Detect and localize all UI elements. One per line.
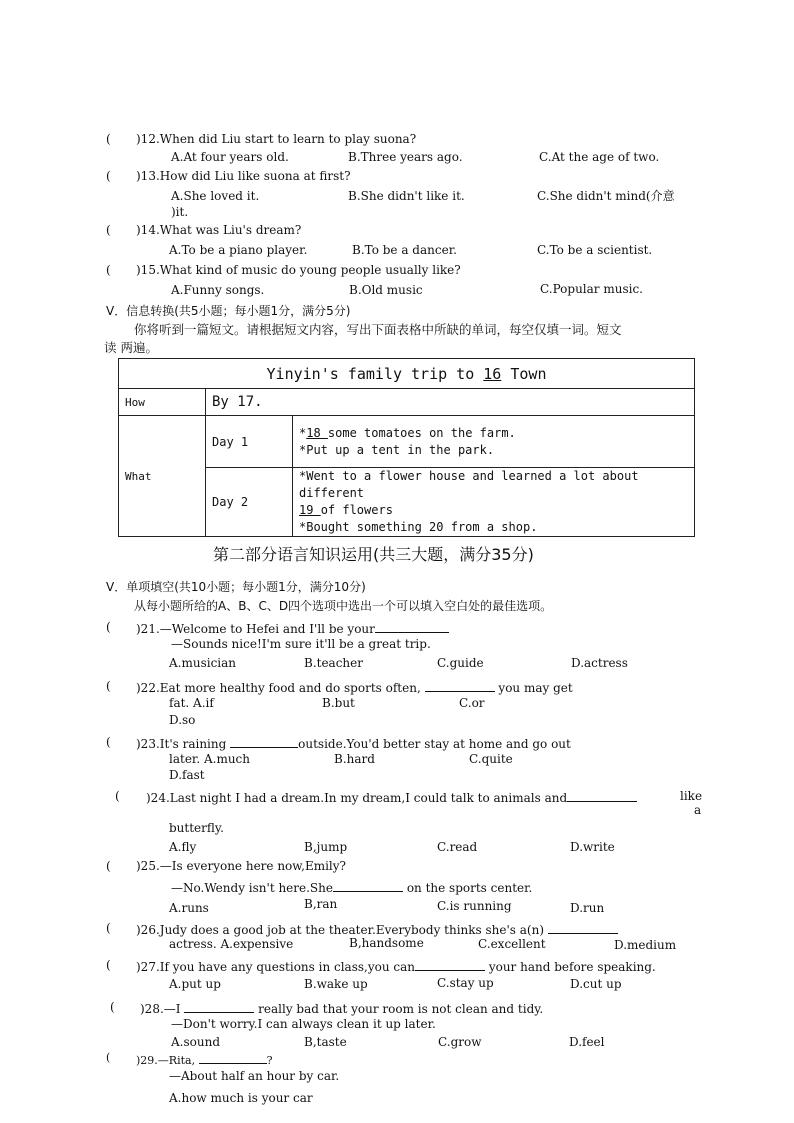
day-2-activities: *Went to a flower house and learned a lot about different 19 of flowers *Bought something 20 from a shop. bbox=[293, 468, 695, 537]
answer-paren: ( bbox=[106, 958, 111, 972]
q15-option-c: C.Popular music. bbox=[540, 282, 643, 296]
q23-option-a: later. A.much bbox=[169, 752, 250, 766]
q26-option-a: actress. A.expensive bbox=[169, 937, 294, 951]
q23-option-c: C.quite bbox=[469, 752, 513, 766]
q15-option-b: B.Old music bbox=[349, 283, 423, 297]
question-25-reply: —No.Wendy isn't here.She on the sports center. bbox=[171, 881, 533, 895]
question-24-stem: )24.Last night I had a dream.In my dream,I could talk to animals and bbox=[146, 789, 637, 805]
q13-option-c: C.She didn't mind(介意 bbox=[537, 189, 675, 203]
section-instructions: 你将听到一篇短文。请根据短文内容，写出下面表格中所缺的单词，每空仅填一词。短文 bbox=[134, 322, 622, 337]
section-title: V．单项填空(共10小题；每小题1分，满分10分) bbox=[106, 580, 366, 594]
question-29-stem: )29.—Rita, ? bbox=[136, 1051, 272, 1068]
day-1-activities: *18 some tomatoes on the farm. *Put up a tent in the park. bbox=[293, 416, 695, 468]
question-27-stem: )27.If you have any questions in class,you can your hand before speaking. bbox=[136, 960, 656, 974]
question-21-stem: )21.—Welcome to Hefei and I'll be your bbox=[136, 620, 449, 636]
q14-option-a: A.To be a piano player. bbox=[169, 243, 308, 257]
info-table bbox=[118, 358, 695, 537]
q12-option-c: C.At the age of two. bbox=[539, 150, 660, 164]
q21-option-d: D.actress bbox=[571, 656, 628, 670]
q25-option-c: C.is running bbox=[437, 899, 512, 913]
answer-paren: ( bbox=[106, 223, 111, 237]
question-24-stem-end: like bbox=[680, 789, 703, 803]
answer-paren: ( bbox=[106, 735, 111, 749]
q27-option-b: B.wake up bbox=[304, 977, 368, 991]
q27-option-d: D.cut up bbox=[570, 977, 622, 991]
q21-option-a: A.musician bbox=[169, 656, 237, 670]
question-21-reply: —Sounds nice!I'm sure it'll be a great trip. bbox=[171, 637, 431, 651]
day-2-label: Day 2 bbox=[206, 468, 293, 537]
q29-option-a: A.how much is your car bbox=[169, 1091, 313, 1105]
question-29-reply: —About half an hour by car. bbox=[169, 1069, 340, 1083]
q25-option-d: D.run bbox=[570, 901, 605, 915]
q28-option-b: B,taste bbox=[304, 1035, 347, 1049]
q13-option-c-cont: )it. bbox=[171, 205, 189, 219]
row-label-how: How bbox=[119, 389, 206, 416]
row-label-what: What bbox=[119, 416, 206, 537]
q22-option-c: C.or bbox=[459, 696, 485, 710]
q22-option-b: B.but bbox=[322, 696, 355, 710]
q22-option-a: fat. A.if bbox=[169, 696, 214, 710]
answer-paren: ( bbox=[106, 859, 111, 873]
question-22-stem: )22.Eat more healthy food and do sports often, you may get bbox=[136, 681, 573, 695]
q21-option-c: C.guide bbox=[437, 656, 484, 670]
answer-paren: ( bbox=[106, 263, 111, 277]
q14-option-b: B.To be a dancer. bbox=[352, 243, 457, 257]
answer-paren: ( bbox=[106, 1051, 111, 1064]
q26-option-b: B,handsome bbox=[349, 936, 424, 950]
question-25-stem: )25.—Is everyone here now,Emily? bbox=[136, 859, 346, 873]
q26-option-d: D.medium bbox=[614, 938, 677, 952]
question-14-stem: )14.What was Liu's dream? bbox=[136, 223, 302, 237]
answer-paren: ( bbox=[106, 620, 111, 634]
question-28-reply: —Don't worry.I can always clean it up later. bbox=[171, 1017, 436, 1031]
answer-paren: ( bbox=[106, 679, 111, 693]
q27-option-a: A.put up bbox=[169, 977, 221, 991]
q24-option-b: B,jump bbox=[304, 840, 348, 854]
q25-option-b: B,ran bbox=[304, 897, 338, 911]
section-title: V．信息转换(共5小题；每小题1分，满分5分) bbox=[106, 304, 351, 318]
answer-paren: ( bbox=[110, 1000, 115, 1014]
how-value: By 17. bbox=[206, 389, 695, 416]
q28-option-a: A.sound bbox=[171, 1035, 221, 1049]
answer-paren: ( bbox=[115, 789, 120, 803]
q23-option-b: B.hard bbox=[334, 752, 375, 766]
q24-option-a: A.fly bbox=[169, 840, 197, 854]
q14-option-c: C.To be a scientist. bbox=[537, 243, 653, 257]
answer-paren: ( bbox=[106, 921, 111, 935]
q13-option-b: B.She didn't like it. bbox=[348, 189, 465, 203]
question-13-stem: )13.How did Liu like suona at first? bbox=[136, 169, 351, 183]
q21-option-b: B.teacher bbox=[304, 656, 363, 670]
question-26-stem: )26.Judy does a good job at the theater.Everybody thinks she's a(n) bbox=[136, 921, 618, 937]
section-instructions-cont: 读 两遍。 bbox=[104, 340, 158, 355]
section-instructions: 从每小题所给的A、B、C、D四个选项中选出一个可以填入空白处的最佳选项。 bbox=[134, 599, 553, 613]
q12-option-a: A.At four years old. bbox=[171, 150, 289, 164]
q23-option-d: D.fast bbox=[169, 768, 205, 782]
question-12-stem: )12.When did Liu start to learn to play suona? bbox=[136, 132, 417, 146]
question-24-article: a bbox=[694, 803, 702, 817]
q15-option-a: A.Funny songs. bbox=[171, 283, 265, 297]
question-28-stem: )28.—I really bad that your room is not clean and tidy. bbox=[140, 1002, 544, 1016]
answer-paren: ( bbox=[106, 169, 111, 183]
q22-option-d: D.so bbox=[169, 713, 196, 727]
day-1-label: Day 1 bbox=[206, 416, 293, 468]
q25-option-a: A.runs bbox=[169, 901, 209, 915]
question-24-cont: butterfly. bbox=[169, 821, 224, 835]
answer-paren: ( bbox=[106, 132, 111, 146]
q24-option-c: C.read bbox=[437, 840, 478, 854]
q28-option-c: C.grow bbox=[438, 1035, 482, 1049]
question-23-stem: )23.It's raining outside.You'd better stay at home and go out bbox=[136, 737, 571, 751]
question-15-stem: )15.What kind of music do young people usually like? bbox=[136, 263, 461, 277]
table-title: Yinyin's family trip to 16 Town bbox=[119, 359, 695, 389]
q12-option-b: B.Three years ago. bbox=[348, 150, 463, 164]
q24-option-d: D.write bbox=[570, 840, 615, 854]
part-heading: 第二部分语言知识运用(共三大题，满分35分) bbox=[213, 545, 534, 564]
q13-option-a: A.She loved it. bbox=[171, 189, 260, 203]
q26-option-c: C.excellent bbox=[478, 937, 546, 951]
q27-option-c: C.stay up bbox=[437, 976, 494, 990]
q28-option-d: D.feel bbox=[569, 1035, 605, 1049]
